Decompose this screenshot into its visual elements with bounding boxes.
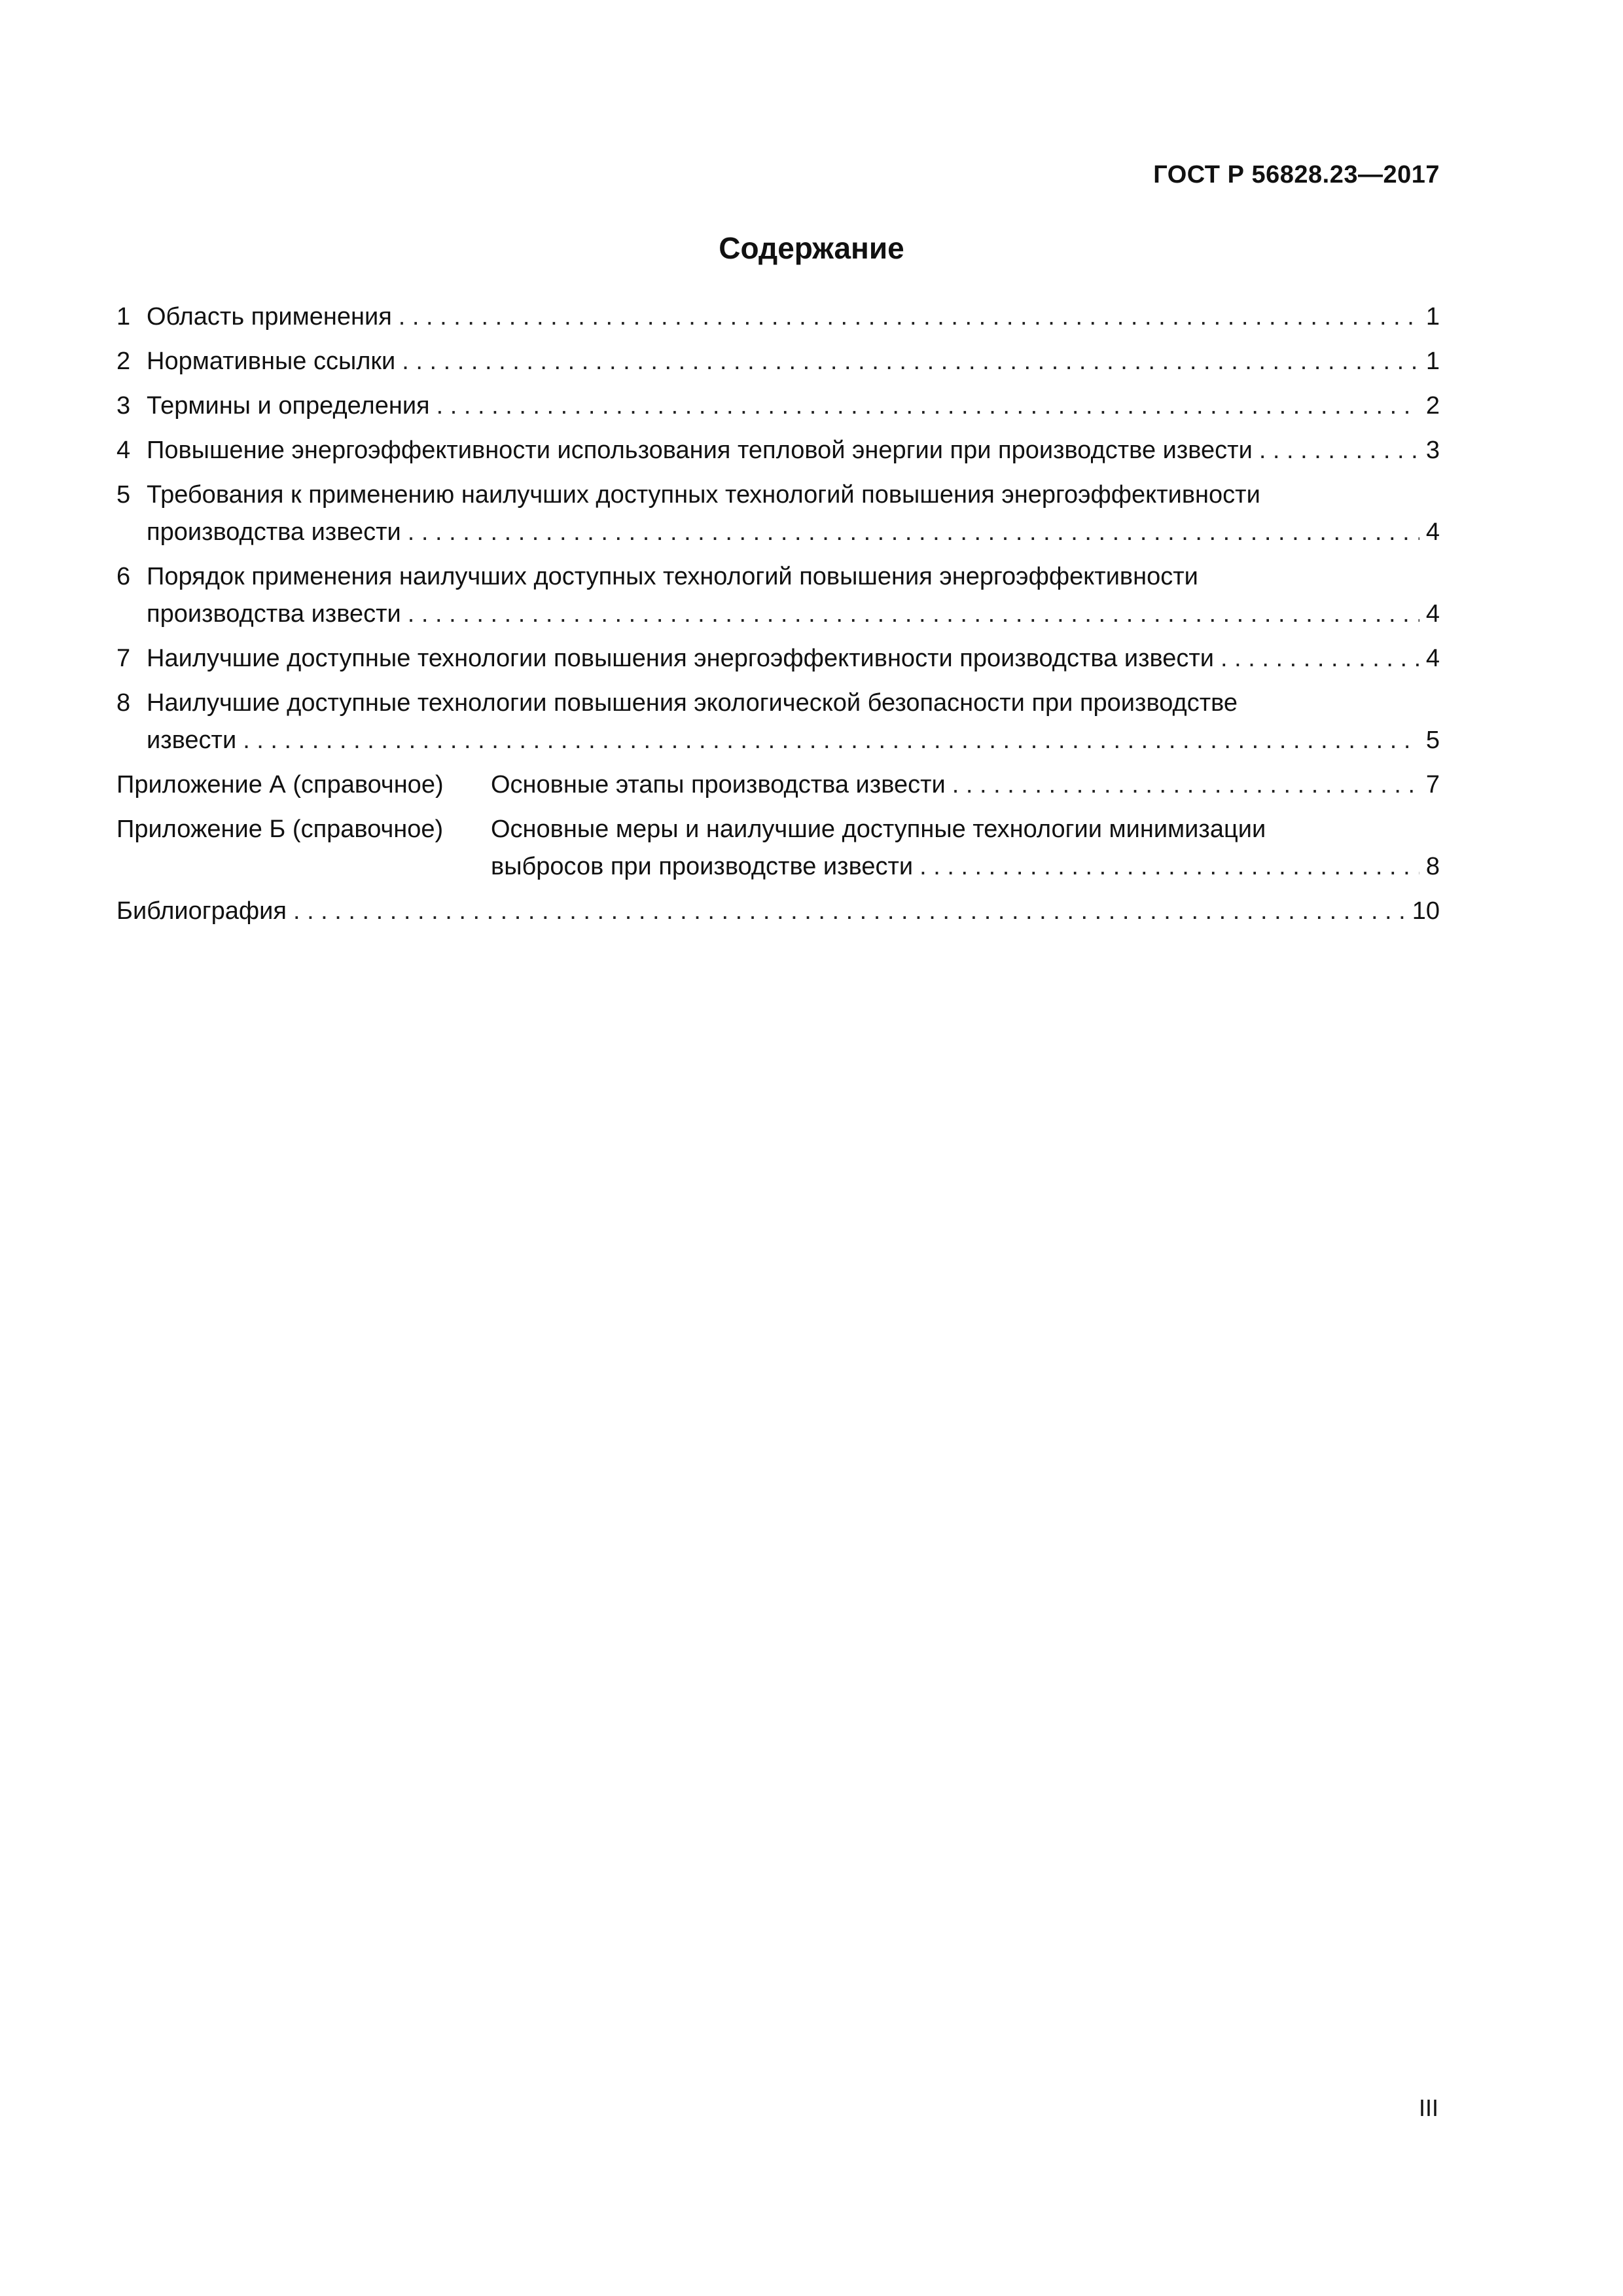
toc-entry-title-continued: производства извести — [147, 600, 401, 628]
dot-leader — [408, 514, 1419, 551]
bibliography-page: 10 — [1412, 897, 1440, 925]
toc-entry-title-continued: извести — [147, 726, 237, 754]
dot-leader — [293, 893, 1406, 930]
toc-entry-page: 5 — [1425, 726, 1440, 754]
dot-leader — [399, 298, 1419, 336]
toc-entry-3[interactable] — [116, 387, 1440, 425]
appendix-label: Приложение А (справочное) — [116, 771, 444, 798]
toc-entry-2[interactable] — [116, 343, 1440, 380]
toc-entry-page: 4 — [1425, 600, 1440, 628]
toc-entry-title: Порядок применения наилучших доступных технологий повышения энергоэффективности — [147, 563, 1198, 590]
toc-appendix-b[interactable] — [116, 811, 1440, 886]
appendix-label: Приложение Б (справочное) — [116, 816, 444, 843]
toc-entry-page: 2 — [1425, 392, 1440, 420]
dot-leader — [919, 848, 1419, 886]
toc-entry-title: Термины и определения — [147, 392, 430, 420]
appendix-page: 8 — [1425, 853, 1440, 880]
document-code: ГОСТ Р 56828.23—2017 — [1153, 161, 1440, 188]
toc-appendix-a[interactable] — [116, 766, 1440, 804]
appendix-title: Основные меры и наилучшие доступные технологии минимизации — [491, 816, 1266, 843]
toc-entry-number: 2 — [116, 348, 131, 375]
toc-entry-1[interactable] — [116, 298, 1440, 336]
toc-entry-title: Наилучшие доступные технологии повышения энергоэффективности производства извести — [147, 645, 1215, 672]
toc-entry-6[interactable] — [116, 558, 1440, 633]
toc-entry-page: 4 — [1425, 645, 1440, 672]
appendix-title: Основные этапы производства извести — [491, 771, 946, 798]
toc-entry-number: 4 — [116, 437, 131, 464]
page-number: III — [1418, 2094, 1438, 2121]
toc-entry-page: 1 — [1425, 303, 1440, 331]
appendix-title-continued: выбросов при производстве извести — [491, 853, 914, 880]
toc-entry-number: 3 — [116, 392, 131, 420]
toc-entry-title: Наилучшие доступные технологии повышения экологической безопасности при производстве — [147, 689, 1238, 717]
toc-entry-title: Повышение энергоэффективности использования тепловой энергии при производстве извести — [147, 437, 1253, 464]
dot-leader — [952, 766, 1419, 804]
dot-leader — [408, 596, 1419, 633]
toc-entry-7[interactable] — [116, 640, 1440, 677]
toc-entry-4[interactable] — [116, 432, 1440, 469]
toc-entry-5[interactable] — [116, 476, 1440, 551]
toc-entry-page: 4 — [1425, 518, 1440, 546]
toc-entry-number: 6 — [116, 563, 131, 590]
toc-entry-title-continued: производства извести — [147, 518, 401, 546]
dot-leader — [1259, 432, 1419, 469]
dot-leader — [1221, 640, 1419, 677]
toc-entry-page: 3 — [1425, 437, 1440, 464]
dot-leader — [437, 387, 1419, 425]
dot-leader — [402, 343, 1419, 380]
toc-entry-page: 1 — [1425, 348, 1440, 375]
toc-entry-number: 8 — [116, 689, 131, 717]
table-of-contents — [116, 298, 1440, 937]
toc-entry-number: 7 — [116, 645, 131, 672]
bibliography-label: Библиография — [116, 897, 287, 925]
toc-bibliography[interactable] — [116, 893, 1440, 930]
toc-entry-8[interactable] — [116, 685, 1440, 759]
toc-entry-title: Нормативные ссылки — [147, 348, 396, 375]
toc-title: Содержание — [719, 231, 904, 265]
toc-entry-title: Область применения — [147, 303, 392, 331]
appendix-page: 7 — [1425, 771, 1440, 798]
toc-entry-title: Требования к применению наилучших доступных технологий повышения энергоэффективности — [147, 481, 1260, 509]
toc-entry-number: 1 — [116, 303, 131, 331]
dot-leader — [243, 722, 1419, 759]
toc-entry-number: 5 — [116, 481, 131, 509]
